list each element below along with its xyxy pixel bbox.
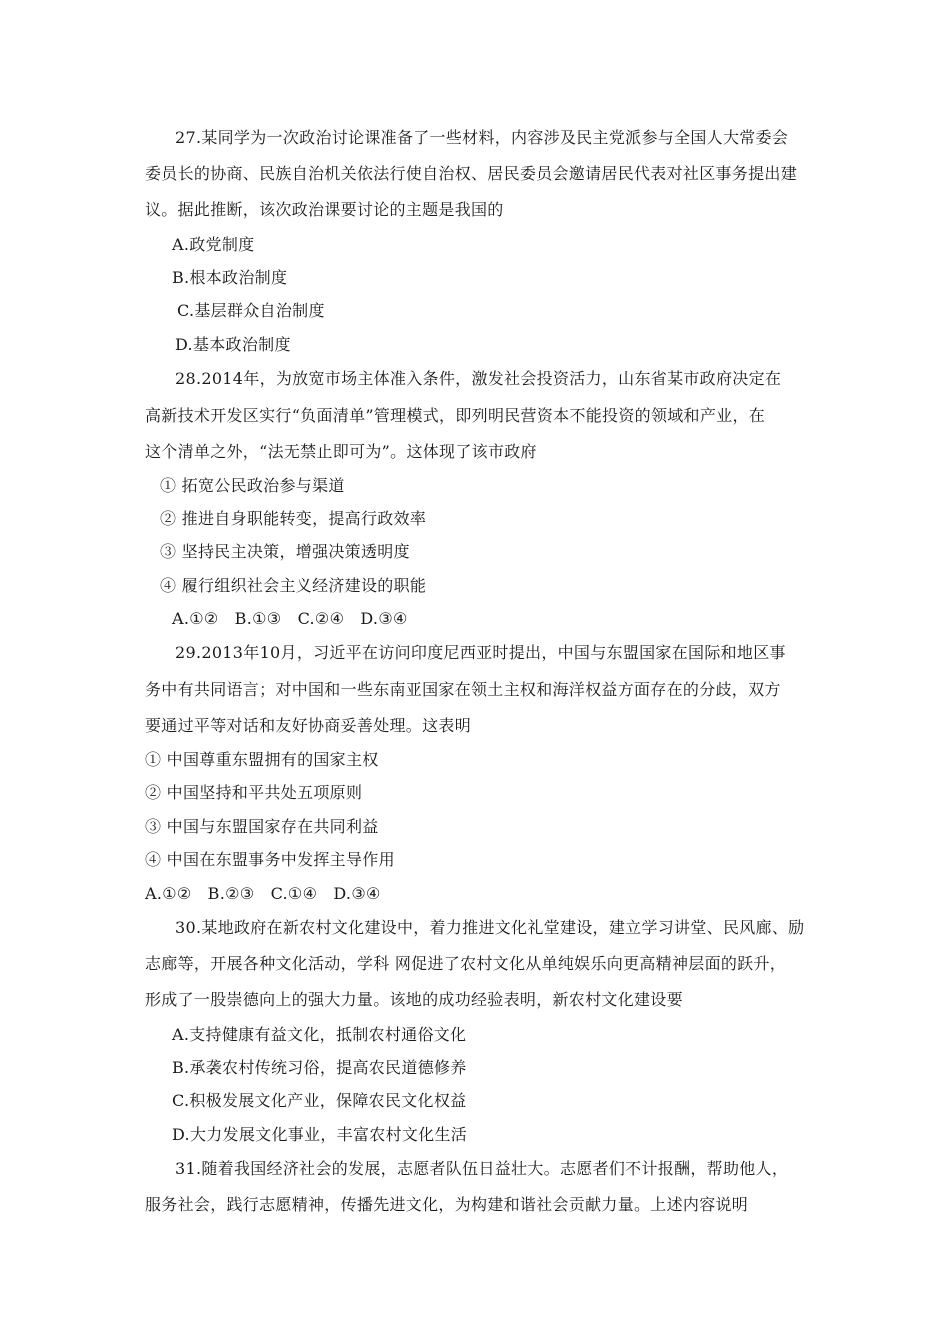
q31-stem-line-1: 31.随着我国经济社会的发展，志愿者队伍日益壮大。志愿者们不计报酬，帮助他人， (175, 1159, 789, 1178)
q28-stem-line-3: 这个清单之外，“法无禁止即可为”。这体现了该市政府 (145, 442, 537, 461)
q29-stem-line-1: 29.2013年10月，习近平在访问印度尼西亚时提出，中国与东盟国家在国际和地区事 (175, 643, 786, 662)
q28-statement-3: ③ 坚持民主决策，增强决策透明度 (160, 542, 410, 561)
q27-stem-line-2: 委员长的协商、民族自治机关依法行使自治权、居民委员会邀请居民代表对社区事务提出建 (145, 164, 798, 183)
q28-statement-2: ② 推进自身职能转变，提高行政效率 (160, 509, 427, 528)
q30-option-b: B.承袭农村传统习俗，提高农民道德修养 (172, 1058, 467, 1077)
q29-statement-3: ③ 中国与东盟国家存在共同利益 (145, 817, 379, 836)
q29-stem-line-3: 要通过平等对话和友好协商妥善处理。这表明 (145, 716, 472, 735)
q30-stem-line-3: 形成了一股崇德向上的强大力量。该地的成功经验表明，新农村文化建设要 (145, 990, 683, 1009)
q29-statement-4: ④ 中国在东盟事务中发挥主导作用 (145, 850, 395, 869)
q28-stem-line-1: 28.2014年，为放宽市场主体准入条件，激发社会投资活力，山东省某市政府决定在 (175, 369, 782, 388)
q28-statement-1: ① 拓宽公民政治参与渠道 (160, 476, 345, 495)
q30-option-c: C.积极发展文化产业，保障农民文化权益 (172, 1091, 467, 1110)
q28-statement-4: ④ 履行组织社会主义经济建设的职能 (160, 576, 427, 595)
q30-option-d: D.大力发展文化事业，丰富农村文化生活 (172, 1125, 468, 1144)
q27-option-a: A.政党制度 (172, 235, 255, 254)
q27-option-b: B.根本政治制度 (172, 268, 288, 287)
q29-stem-line-2: 务中有共同语言；对中国和一些东南亚国家在领土主权和海洋权益方面存在的分歧，双方 (145, 680, 781, 699)
q27-stem-line-3: 议。据此推断，该次政治课要讨论的主题是我国的 (145, 200, 504, 219)
q27-option-d: D.基本政治制度 (175, 335, 291, 354)
q28-stem-line-2: 高新技术开发区实行“负面清单”管理模式，即列明民营资本不能投资的领域和产业，在 (145, 406, 766, 425)
q29-statement-1: ① 中国尊重东盟拥有的国家主权 (145, 750, 379, 769)
q30-option-a: A.支持健康有益文化，抵制农村通俗文化 (172, 1025, 467, 1044)
q31-stem-line-2: 服务社会，践行志愿精神，传播先进文化，为构建和谐社会贡献力量。上述内容说明 (145, 1195, 749, 1214)
q27-option-c: C.基层群众自治制度 (177, 301, 325, 320)
q29-statement-2: ② 中国坚持和平共处五项原则 (145, 783, 363, 802)
q30-stem-line-1: 30.某地政府在新农村文化建设中，着力推进文化礼堂建设，建立学习讲堂、民风廊、励 (175, 918, 805, 937)
q27-stem-line-1: 27.某同学为一次政治讨论课准备了一些材料，内容涉及民主党派参与全国人大常委会 (175, 128, 789, 147)
q30-stem-line-2: 志廊等，开展各种文化活动，学科 网促进了农村文化从单纯娱乐向更高精神层面的跃升， (145, 954, 787, 973)
q28-choices: A.①② B.①③ C.②④ D.③④ (172, 609, 408, 628)
q29-choices: A.①② B.②③ C.①④ D.③④ (145, 884, 381, 903)
